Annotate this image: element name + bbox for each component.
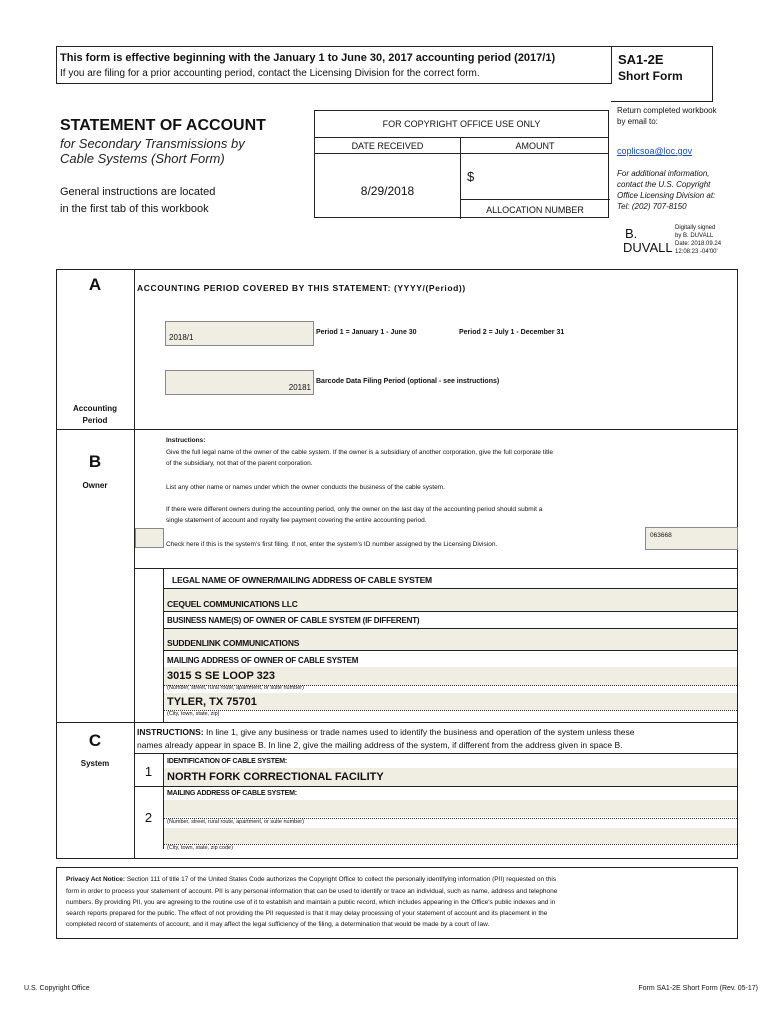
allocation-number-label: ALLOCATION NUMBER [486,205,584,215]
info-line-2: contact the U.S. Copyright [617,180,711,189]
section-c-letter: C [88,731,102,750]
section-c-instructions: INSTRUCTIONS: In line 1, give any business or trade names used to identify the business and operation of the system unless these [137,727,635,737]
subtitle-line-2: Cable Systems (Short Form) [60,151,225,166]
section-a-letter: A [88,275,102,294]
system-id-input[interactable]: 063668 [645,527,738,550]
date-received-label: DATE RECEIVED [351,141,424,151]
form-id: SA1-2E [618,52,664,67]
privacy-line-5: completed record of statements of account, and it may affect the legal sufficiency of the filing, a determination that would be made by a court of law. [66,921,490,928]
barcode-label: Barcode Data Filing Period (optional - see instructions) [316,378,500,385]
accounting-side-label: Accounting Period [73,404,117,425]
signature-name-top: B. [625,226,638,241]
instruction-3a: If there were different owners during the accounting period, only the owner on the last day of the accounting period should submit a [166,506,543,513]
instruction-1a: Give the full legal name of the owner of the cable system. If the owner is a subsidiary of another corporation, give the full corporate title [166,449,553,456]
legal-name-value: CEQUEL COMMUNICATIONS LLC [167,599,298,609]
return-text-1: Return completed workbook [617,106,717,115]
instructions-title: Instructions: [166,437,206,444]
amount-label: AMOUNT [515,141,555,151]
system-name-value: NORTH FORK CORRECTIONAL FACILITY [167,771,384,783]
street-value: 3015 S SE LOOP 323 [167,670,276,682]
first-filing-label: Check here if this is the system's first filing. If not, enter the system's ID number assigned by the Licensing Division. [166,541,498,548]
privacy-line-2: form in order to process your statement of account. PII is any personal information that can be used to identify or trace an individual, such as name, address and telephone [66,888,558,895]
footer-left: U.S. Copyright Office [24,985,90,992]
footer-right: Form SA1-2E Short Form (Rev. 05-17) [638,985,758,992]
barcode-period-input[interactable]: 20181 [165,370,314,395]
business-name-label: BUSINESS NAME(S) OF OWNER OF CABLE SYSTEM (IF DIFFERENT) [167,616,420,625]
effective-line: This form is effective beginning with the January 1 to June 30, 2017 accounting period (2017/1) [60,52,556,64]
system-street-input[interactable] [164,800,737,817]
owner-side-label: Owner [82,481,108,490]
instruction-1b: of the subsidiary, not that of the parent corporation. [166,460,313,467]
section-a-heading: ACCOUNTING PERIOD COVERED BY THIS STATEMENT: (YYYY/(Period)) [137,283,466,293]
city-value: TYLER, TX 75701 [167,696,257,708]
signature-details: Digitally signed by B. DUVALL Date: 2018.09.24 12:08:23 -04'00' [675,225,722,255]
effective-notice-box [56,46,612,84]
general-instructions-2: in the first tab of this workbook [60,203,209,215]
system-id-label: IDENTIFICATION OF CABLE SYSTEM: [167,758,288,765]
first-filing-checkbox[interactable] [135,528,164,548]
privacy-line-1: Privacy Act Notice: Section 111 of title 17 of the United States Code authorizes the Copyright Office to collect the personally identifying information (PII) requested on this [66,876,557,883]
return-text-2: by email to: [617,117,658,126]
privacy-line-3: numbers. By providing PII, you are agreeing to the routine use of it to establish and maintain a public record, which includes appearing in the Office's public indexes and in [66,899,556,906]
privacy-notice [56,867,738,939]
form-id-box [611,46,713,102]
line-2-number: 2 [144,810,153,825]
accounting-period-input[interactable]: 2018/1 [165,321,314,346]
section-b-letter: B [88,452,102,471]
period-1-note: Period 1 = January 1 - June 30 [316,329,417,336]
period-2-note: Period 2 = July 1 - December 31 [459,329,565,336]
system-city-caption: (City, town, state, zip code) [167,845,233,851]
form-type: Short Form [618,69,683,83]
street-caption: (Number, street, rural route, apartment, or suite number) [167,685,304,691]
privacy-line-4: search reports prepared for the public. The effect of not providing the PII requested is that it may delay processing of your statement of account and its placement in the [66,910,548,917]
line-1-number: 1 [144,764,153,779]
city-caption: (City, town, state, zip) [167,711,220,717]
instruction-3b: single statement of account and royalty fee payment covering the entire accounting period. [166,517,427,524]
info-line-4: Tel: (202) 707-8150 [617,202,687,211]
instruction-2: List any other name or names under which the owner conducts the business of the cable system. [166,484,445,491]
system-street-caption: (Number, street, rural route, apartment, or suite number) [167,819,304,825]
system-side-label: System [80,759,110,768]
amount-dollar: $ [467,169,475,184]
mailing-address-label: MAILING ADDRESS OF OWNER OF CABLE SYSTEM [167,656,359,665]
system-mailing-label: MAILING ADDRESS OF CABLE SYSTEM: [167,790,297,797]
prior-period-line: If you are filing for a prior accounting period, contact the Licensing Division for the correct form. [60,68,480,79]
office-use-box [314,110,609,218]
page-title: STATEMENT OF ACCOUNT [60,117,266,134]
section-c-instructions-2: names already appear in space B. In line 2, give the mailing address of the system, if different from the address given in space B. [137,740,623,750]
email-link[interactable]: coplicsoa@loc.gov [617,146,693,156]
system-city-input[interactable] [164,828,737,844]
office-use-heading: FOR COPYRIGHT OFFICE USE ONLY [382,119,541,129]
business-name-value: SUDDENLINK COMMUNICATIONS [167,638,300,648]
general-instructions-1: General instructions are located [60,186,216,198]
legal-name-label: LEGAL NAME OF OWNER/MAILING ADDRESS OF CABLE SYSTEM [172,575,432,585]
info-line-1: For additional information, [617,169,710,178]
info-line-3: Office Licensing Division at: [617,191,716,200]
subtitle-line-1: for Secondary Transmissions by [60,136,245,151]
date-received-value: 8/29/2018 [360,184,415,198]
signature-name-bottom: DUVALL [623,240,673,255]
